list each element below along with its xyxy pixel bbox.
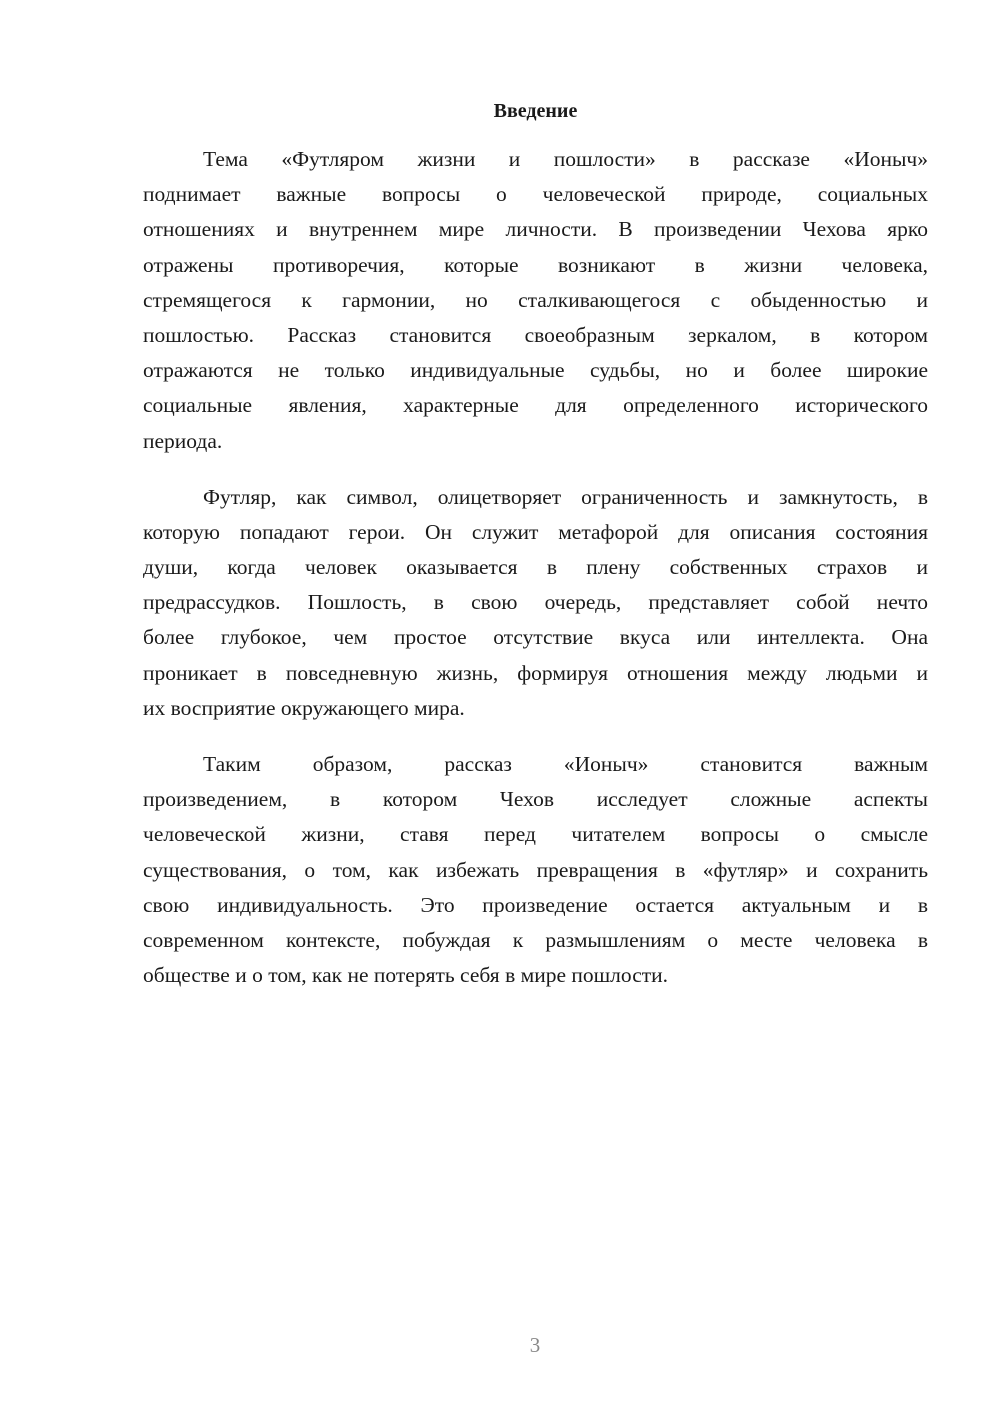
text-line: пошлостью. Рассказ становится своеобразным зеркалом, в котором — [143, 322, 928, 347]
text-line: более глубокое, чем простое отсутствие вкуса или интеллекта. Она — [143, 625, 928, 650]
text-line: их восприятие окружающего мира. — [143, 695, 465, 720]
text-line: отражаются не только индивидуальные судьбы, но и более широкие — [143, 358, 928, 383]
text-line: существования, о том, как избежать превращения в «футляр» и сохранить — [143, 857, 928, 882]
text-line: обществе и о том, как не потерять себя в мире пошлости. — [143, 963, 669, 988]
text-line: души, когда человек оказывается в плену собственных страхов и — [143, 555, 928, 580]
section-title: Введение — [493, 100, 578, 122]
text-line: предрассудков. Пошлость, в свою очередь, представляет собой нечто — [143, 590, 928, 615]
text-line: периода. — [143, 428, 223, 453]
paragraph — [143, 480, 928, 726]
text-line: которую попадают герои. Он служит метафорой для описания состояния — [143, 519, 928, 544]
text-line: стремящегося к гармонии, но сталкивающегося с обыденностью и — [143, 287, 928, 312]
text-line: социальные явления, характерные для определенного исторического — [143, 393, 928, 418]
text-line: Таким образом, рассказ «Ионыч» становится важным — [203, 752, 928, 776]
paragraph — [143, 142, 928, 459]
text-line: произведением, в котором Чехов исследует сложные аспекты — [143, 787, 928, 812]
text-line: отношениях и внутреннем мире личности. В произведении Чехова ярко — [143, 217, 928, 242]
text-line: отражены противоречия, которые возникают в жизни человека, — [143, 252, 928, 277]
text-line: свою индивидуальность. Это произведение остается актуальным и в — [143, 892, 928, 917]
text-line: проникает в повседневную жизнь, формируя отношения между людьми и — [143, 660, 928, 685]
page-number: 3 — [529, 1333, 541, 1357]
text-line: Футляр, как символ, олицетворяет ограниченность и замкнутость, в — [203, 484, 928, 509]
text-line: человеческой жизни, ставя перед читателем вопросы о смысле — [143, 822, 928, 847]
paragraph — [143, 747, 928, 993]
document-body — [143, 142, 928, 1014]
text-line: Тема «Футляром жизни и пошлости» в рассказе «Ионыч» — [203, 147, 928, 171]
text-line: поднимает важные вопросы о человеческой природе, социальных — [143, 182, 928, 207]
text-line: современном контексте, побуждая к размышлениям о месте человека в — [143, 927, 928, 952]
